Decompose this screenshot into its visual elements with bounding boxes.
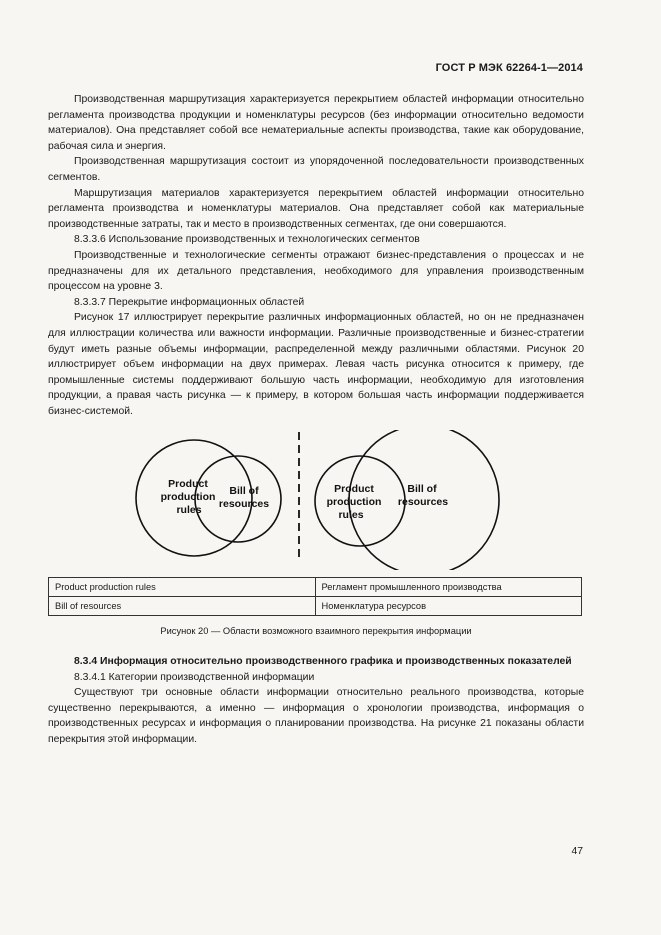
left-big-label-1: Product: [168, 478, 208, 490]
right-big-label-1: Bill of: [407, 483, 437, 495]
right-big-label-2: resources: [397, 496, 449, 508]
paragraph: Производственная маршрутизация характеризуется перекрытием областей информации относительно регламента производства продукции и номенклатуры ресурсов (без информации относительно ведомости материалов). Она представляет собой все нематериальные аспекты производства, такие как оборудование, рабочая сила и энергия.: [48, 94, 584, 152]
table-cell: Bill of resources: [49, 597, 316, 616]
table-cell: Номенклатура ресурсов: [315, 597, 582, 616]
left-small-label-2: resources: [218, 498, 270, 510]
paragraph: Существуют три основные области информации относительно реального производства, которые существенно перекрываются, а именно — информация о хронологии производства, информация о производственных ресурсах и информация о планировании производства. На рисунке 21 показаны области перекрытия этой информации.: [48, 687, 584, 745]
subsection-title: 8.3.3.7 Перекрытие информационных областей: [74, 296, 305, 308]
left-small-label-1: Bill of: [229, 485, 259, 497]
table-row: [49, 597, 582, 616]
right-small-label-3: rules: [338, 509, 364, 521]
venn-figure: [48, 430, 584, 570]
section-heading: 8.3.4 Информация относительно производственного графика и производственных показателей: [74, 656, 572, 667]
left-big-label-3: rules: [176, 504, 202, 516]
figure-caption: Рисунок 20 — Области возможного взаимного перекрытия информации: [160, 626, 472, 636]
right-small-label-1: Product: [334, 483, 374, 495]
paragraph: Рисунок 17 иллюстрирует перекрытие различных информационных областей, но он не предназначен для иллюстрации количества или важности информации. Различные производственные и бизнес-стратегии будут иметь разные объемы информации, распределенной между различными областями. Рисунок 20 иллюстрирует объем информации на двух примерах. Левая часть рисунка относится к примеру, где промышленные системы поддерживают большую часть информации, необходимую для изготовления продукции, а правая часть рисунка — к примеру, в котором большая часть информации поддерживается бизнес-системой.: [48, 312, 584, 417]
left-big-label-2: production: [160, 491, 216, 503]
standard-header: ГОСТ Р МЭК 62264-1—2014: [435, 62, 583, 74]
subsection-title: 8.3.3.6 Использование производственных и технологических сегментов: [74, 234, 420, 246]
body-text: [48, 92, 584, 419]
table-row: [49, 578, 582, 597]
right-small-label-2: production: [326, 496, 382, 508]
table-cell: Product production rules: [49, 578, 316, 597]
subsection-title: 8.3.4.1 Категории производственной информации: [74, 671, 315, 683]
paragraph: Производственные и технологические сегменты отражают бизнес-представления о процессах и не предназначены для их детального представления, необходимого для управления производственным процессом на уровне 3.: [48, 249, 584, 293]
page-number: 47: [571, 846, 583, 857]
section-8-3-4: [48, 654, 584, 748]
paragraph: Маршрутизация материалов характеризуется перекрытием областей информации относительно регламента производства и номенклатуры материалов. Она представляет собой как материальные производственные затраты, так и место в производственных сегментах, где они совершаются.: [48, 187, 584, 230]
legend-table: [48, 577, 582, 616]
table-cell: Регламент промышленного производства: [315, 578, 582, 597]
paragraph: Производственная маршрутизация состоит из упорядоченной последовательности производственных сегментов.: [48, 156, 584, 183]
